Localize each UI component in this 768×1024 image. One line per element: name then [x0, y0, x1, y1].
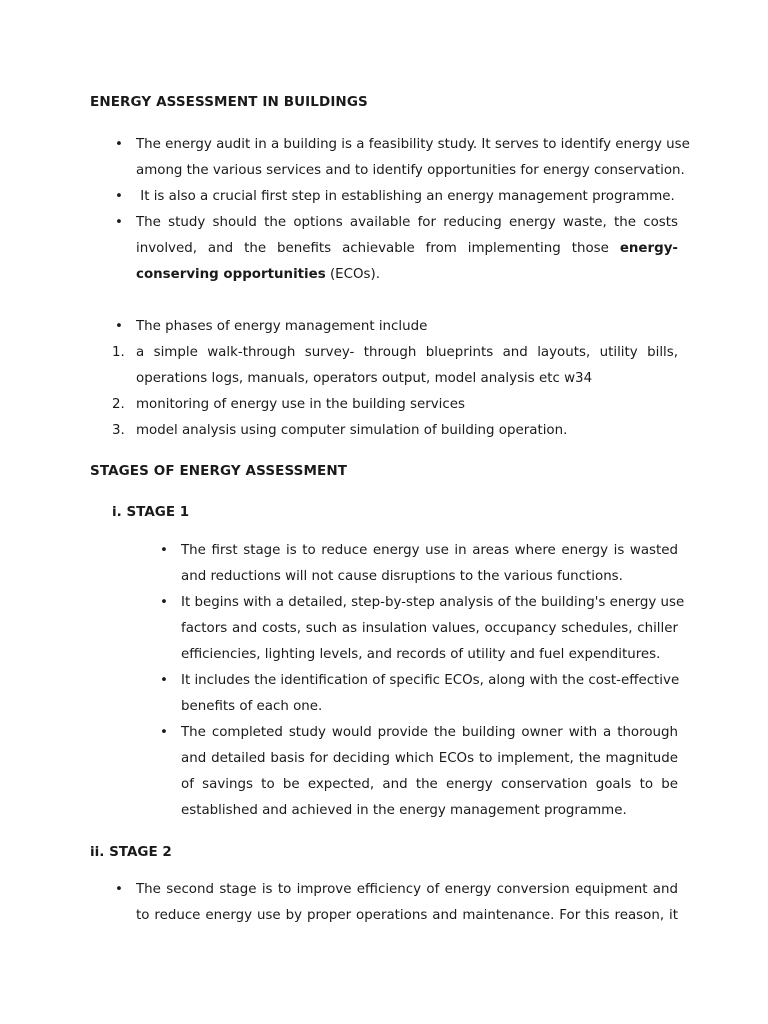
- bullet-icon: •: [115, 137, 123, 152]
- section-heading: STAGES OF ENERGY ASSESSMENT: [90, 463, 348, 479]
- list-item: The completed study would provide the building owner with a thorough and detailed basis for deciding which ECOs to implement, the magnitude of savings to be expected, and the energy conservation goals to be established and achieved in the energy management programme.: [181, 725, 678, 818]
- bullet-icon: •: [160, 543, 168, 558]
- list-item: It includes the identification of specific ECOs, along with the cost-effective benefits of each one.: [181, 673, 680, 714]
- list-number: 3.: [112, 423, 125, 438]
- list-item: monitoring of energy use in the building services: [136, 397, 465, 412]
- bullet-icon: •: [115, 215, 123, 230]
- list-item: The energy audit in a building is a feasibility study. It serves to identify energy use among the various services and to identify opportunities for energy conservation.: [136, 137, 690, 178]
- page-title: ENERGY ASSESSMENT IN BUILDINGS: [90, 94, 368, 110]
- stage-heading: i. STAGE 1: [112, 504, 190, 520]
- list-item: The second stage is to improve efficiency of energy conversion equipment and to reduce energy use by proper operations and maintenance. For this reason, it: [136, 882, 678, 923]
- bullet-icon: •: [115, 189, 123, 204]
- bullet-icon: •: [160, 673, 168, 688]
- list-item: The first stage is to reduce energy use in areas where energy is wasted and reductions will not cause disruptions to the various functions.: [181, 543, 678, 584]
- list-item: It begins with a detailed, step-by-step analysis of the building's energy use factors and costs, such as insulation values, occupancy schedules, chiller efficiencies, lighting levels, and records of utility and fuel expenditures.: [181, 595, 685, 662]
- list-number: 1.: [112, 345, 125, 360]
- list-item: model analysis using computer simulation of building operation.: [136, 423, 568, 438]
- bullet-icon: •: [115, 882, 123, 897]
- list-item: It is also a crucial first step in establishing an energy management programme.: [136, 189, 675, 204]
- list-item: The phases of energy management include: [136, 319, 428, 334]
- bullet-icon: •: [115, 319, 123, 334]
- bullet-icon: •: [160, 725, 168, 740]
- stage-heading: ii. STAGE 2: [90, 844, 172, 860]
- list-number: 2.: [112, 397, 125, 412]
- list-item: The study should the options available for reducing energy waste, the costs involved, and the benefits achievable from implementing those energy- conserving opportunities (ECOs).: [136, 215, 678, 282]
- bullet-icon: •: [160, 595, 168, 610]
- list-item: a simple walk-through survey- through blueprints and layouts, utility bills, operations logs, manuals, operators output, model analysis etc w34: [136, 345, 678, 386]
